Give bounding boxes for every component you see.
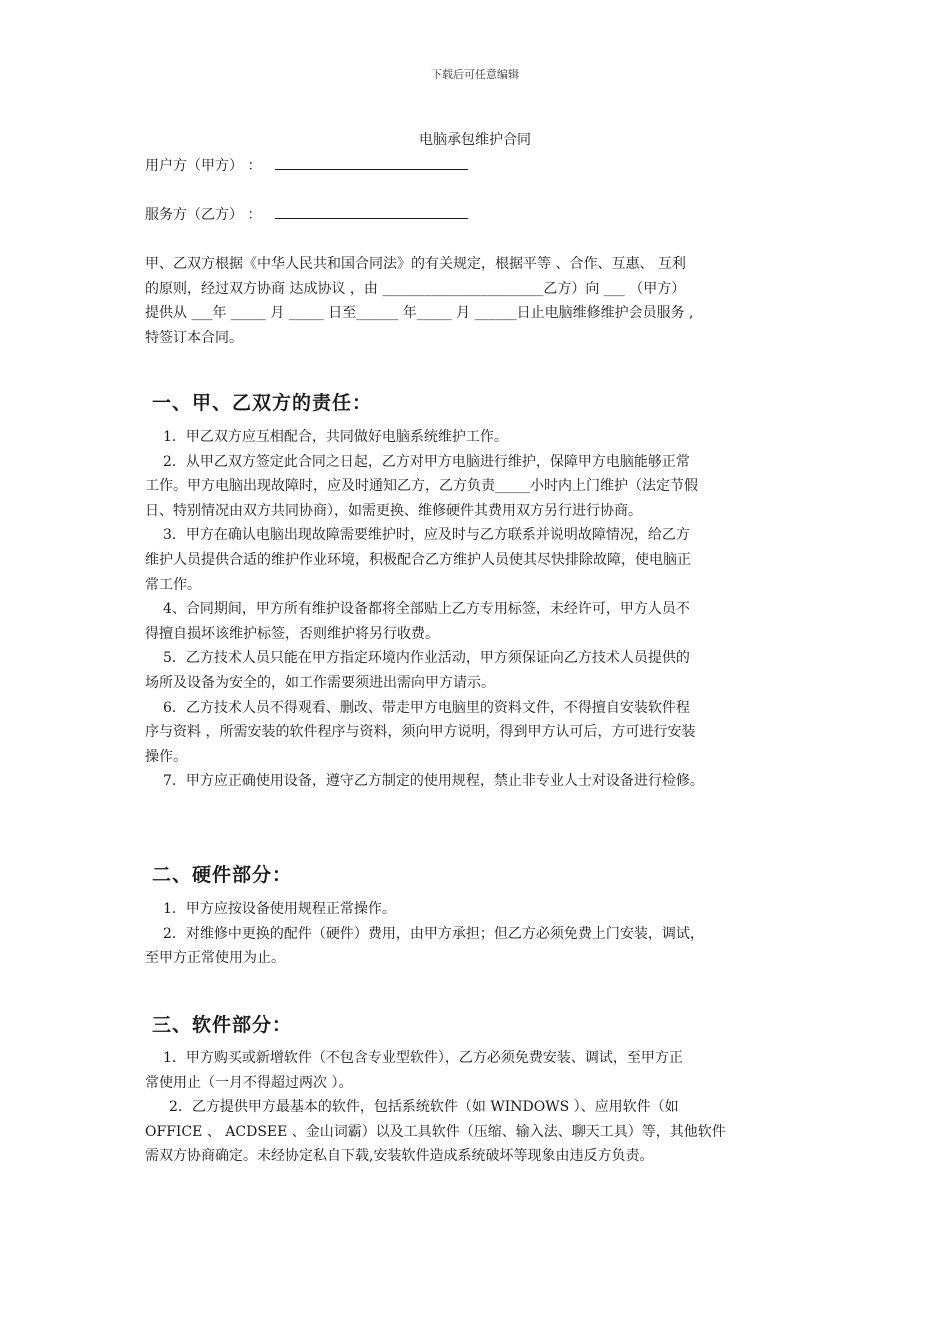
clause-line: 3．甲方在确认电脑出现故障需要维护时，应及时与乙方联系并说明故障情况，给乙方 [163, 527, 690, 544]
section1-heading: 一、甲、乙双方的责任： [152, 392, 373, 414]
party-a-row [145, 155, 468, 175]
clause-line: 需双方协商确定。未经协定私自下载,安装软件造成系统破坏等现象由违反方负责。 [145, 1148, 654, 1165]
party-b-row [145, 204, 468, 224]
intro-paragraph [145, 252, 810, 350]
clause-line: 7．甲方应正确使用设备，遵守乙方制定的使用规程，禁止非专业人士对设备进行检修。 [163, 773, 704, 790]
clause-line: 1．甲方应按设备使用规程正常操作。 [163, 901, 396, 917]
clause-line: 5．乙方技术人员只能在甲方指定环境内作业活动，甲方须保证向乙方技术人员提供的 [163, 650, 690, 667]
party-a-label: 用户方（甲方） ： [145, 158, 262, 174]
header-note: 下载后可任意编辑 [431, 68, 519, 81]
intro-line: 甲、乙双方根据《中华人民共和国合同法》的有关规定，根据平等 、合作、互惠、 互利 [145, 256, 686, 272]
party-b-label: 服务方（乙方） ： [145, 207, 262, 223]
party-b-blank [275, 204, 468, 219]
clause-line: 常工作。 [145, 576, 201, 593]
clause-line: 1．甲乙双方应互相配合，共同做好电脑系统维护工作。 [163, 429, 508, 445]
intro-line: 的原则，经过双方协商 达成协议 ，由 _______________________乙方）向 ___ （甲方） [145, 280, 686, 297]
clause-line: 4、合同期间，甲方所有维护设备都将全部贴上乙方专用标签，未经许可，甲方人员不 [163, 601, 690, 618]
clause-line: 操作。 [145, 748, 187, 765]
intro-line: 提供从 ___年 _____ 月 _____ 日至______ 年_____ 月 ______日止电脑维修维护会员服务 , [145, 305, 694, 322]
section1-body [145, 425, 810, 794]
intro-line: 特签订本合同。 [145, 329, 243, 346]
clause-line: OFFICE 、 ACDSEE 、金山词霸）以及工具软件（压缩、输入法、聊天工具）等，其他软件 [145, 1123, 726, 1140]
clause-line: 常使用止（一月不得超过两次 ）。 [145, 1074, 353, 1091]
clause-line: 2．对维修中更换的配件（硬件）费用，由甲方承担；但乙方必须免费上门安装，调试， [163, 925, 704, 942]
section3-heading: 三、软件部分： [152, 1014, 293, 1036]
clause-line: 日、特别情况由双方共同协商），如需更换、维修硬件其费用双方另行进行协商。 [145, 502, 642, 519]
clause-line: 维护人员提供合适的维护作业环境，积极配合乙方维护人员使其尽快排除故障，使电脑正 [145, 551, 691, 568]
section2-heading: 二、硬件部分： [152, 864, 293, 886]
document-title: 电脑承包维护合同 [419, 132, 531, 148]
clause-line: 序与资料 ，所需安装的软件程序与资料，须向甲方说明，得到甲方认可后，方可进行安装 [145, 724, 696, 741]
clause-line: 2．乙方提供甲方最基本的软件，包括系统软件（如 WINDOWS ）、应用软件（如 [169, 1099, 679, 1116]
clause-line: 得擅自损坏该维护标签，否则维护将另行收费。 [145, 625, 439, 642]
party-a-blank [275, 155, 468, 170]
clause-line: 6．乙方技术人员不得观看、删改、带走甲方电脑里的资料文件，不得擅自安装软件程 [163, 699, 690, 716]
clause-line: 至甲方正常使用为止。 [145, 950, 285, 967]
clause-line: 1．甲方购买或新增软件（不包含专业型软件），乙方必须免费安装、调试，至甲方正 [163, 1050, 683, 1066]
section2-body [145, 897, 810, 971]
clause-line: 工作。甲方电脑出现故障时，应及时通知乙方，乙方负责_____小时内上门维护（法定节假 [145, 478, 698, 495]
clause-line: 场所及设备为安全的，如工作需要须进出需向甲方请示。 [145, 674, 495, 691]
section3-body [145, 1046, 810, 1169]
clause-line: 2．从甲乙双方签定此合同之日起，乙方对甲方电脑进行维护，保障甲方电脑能够正常 [163, 453, 690, 470]
